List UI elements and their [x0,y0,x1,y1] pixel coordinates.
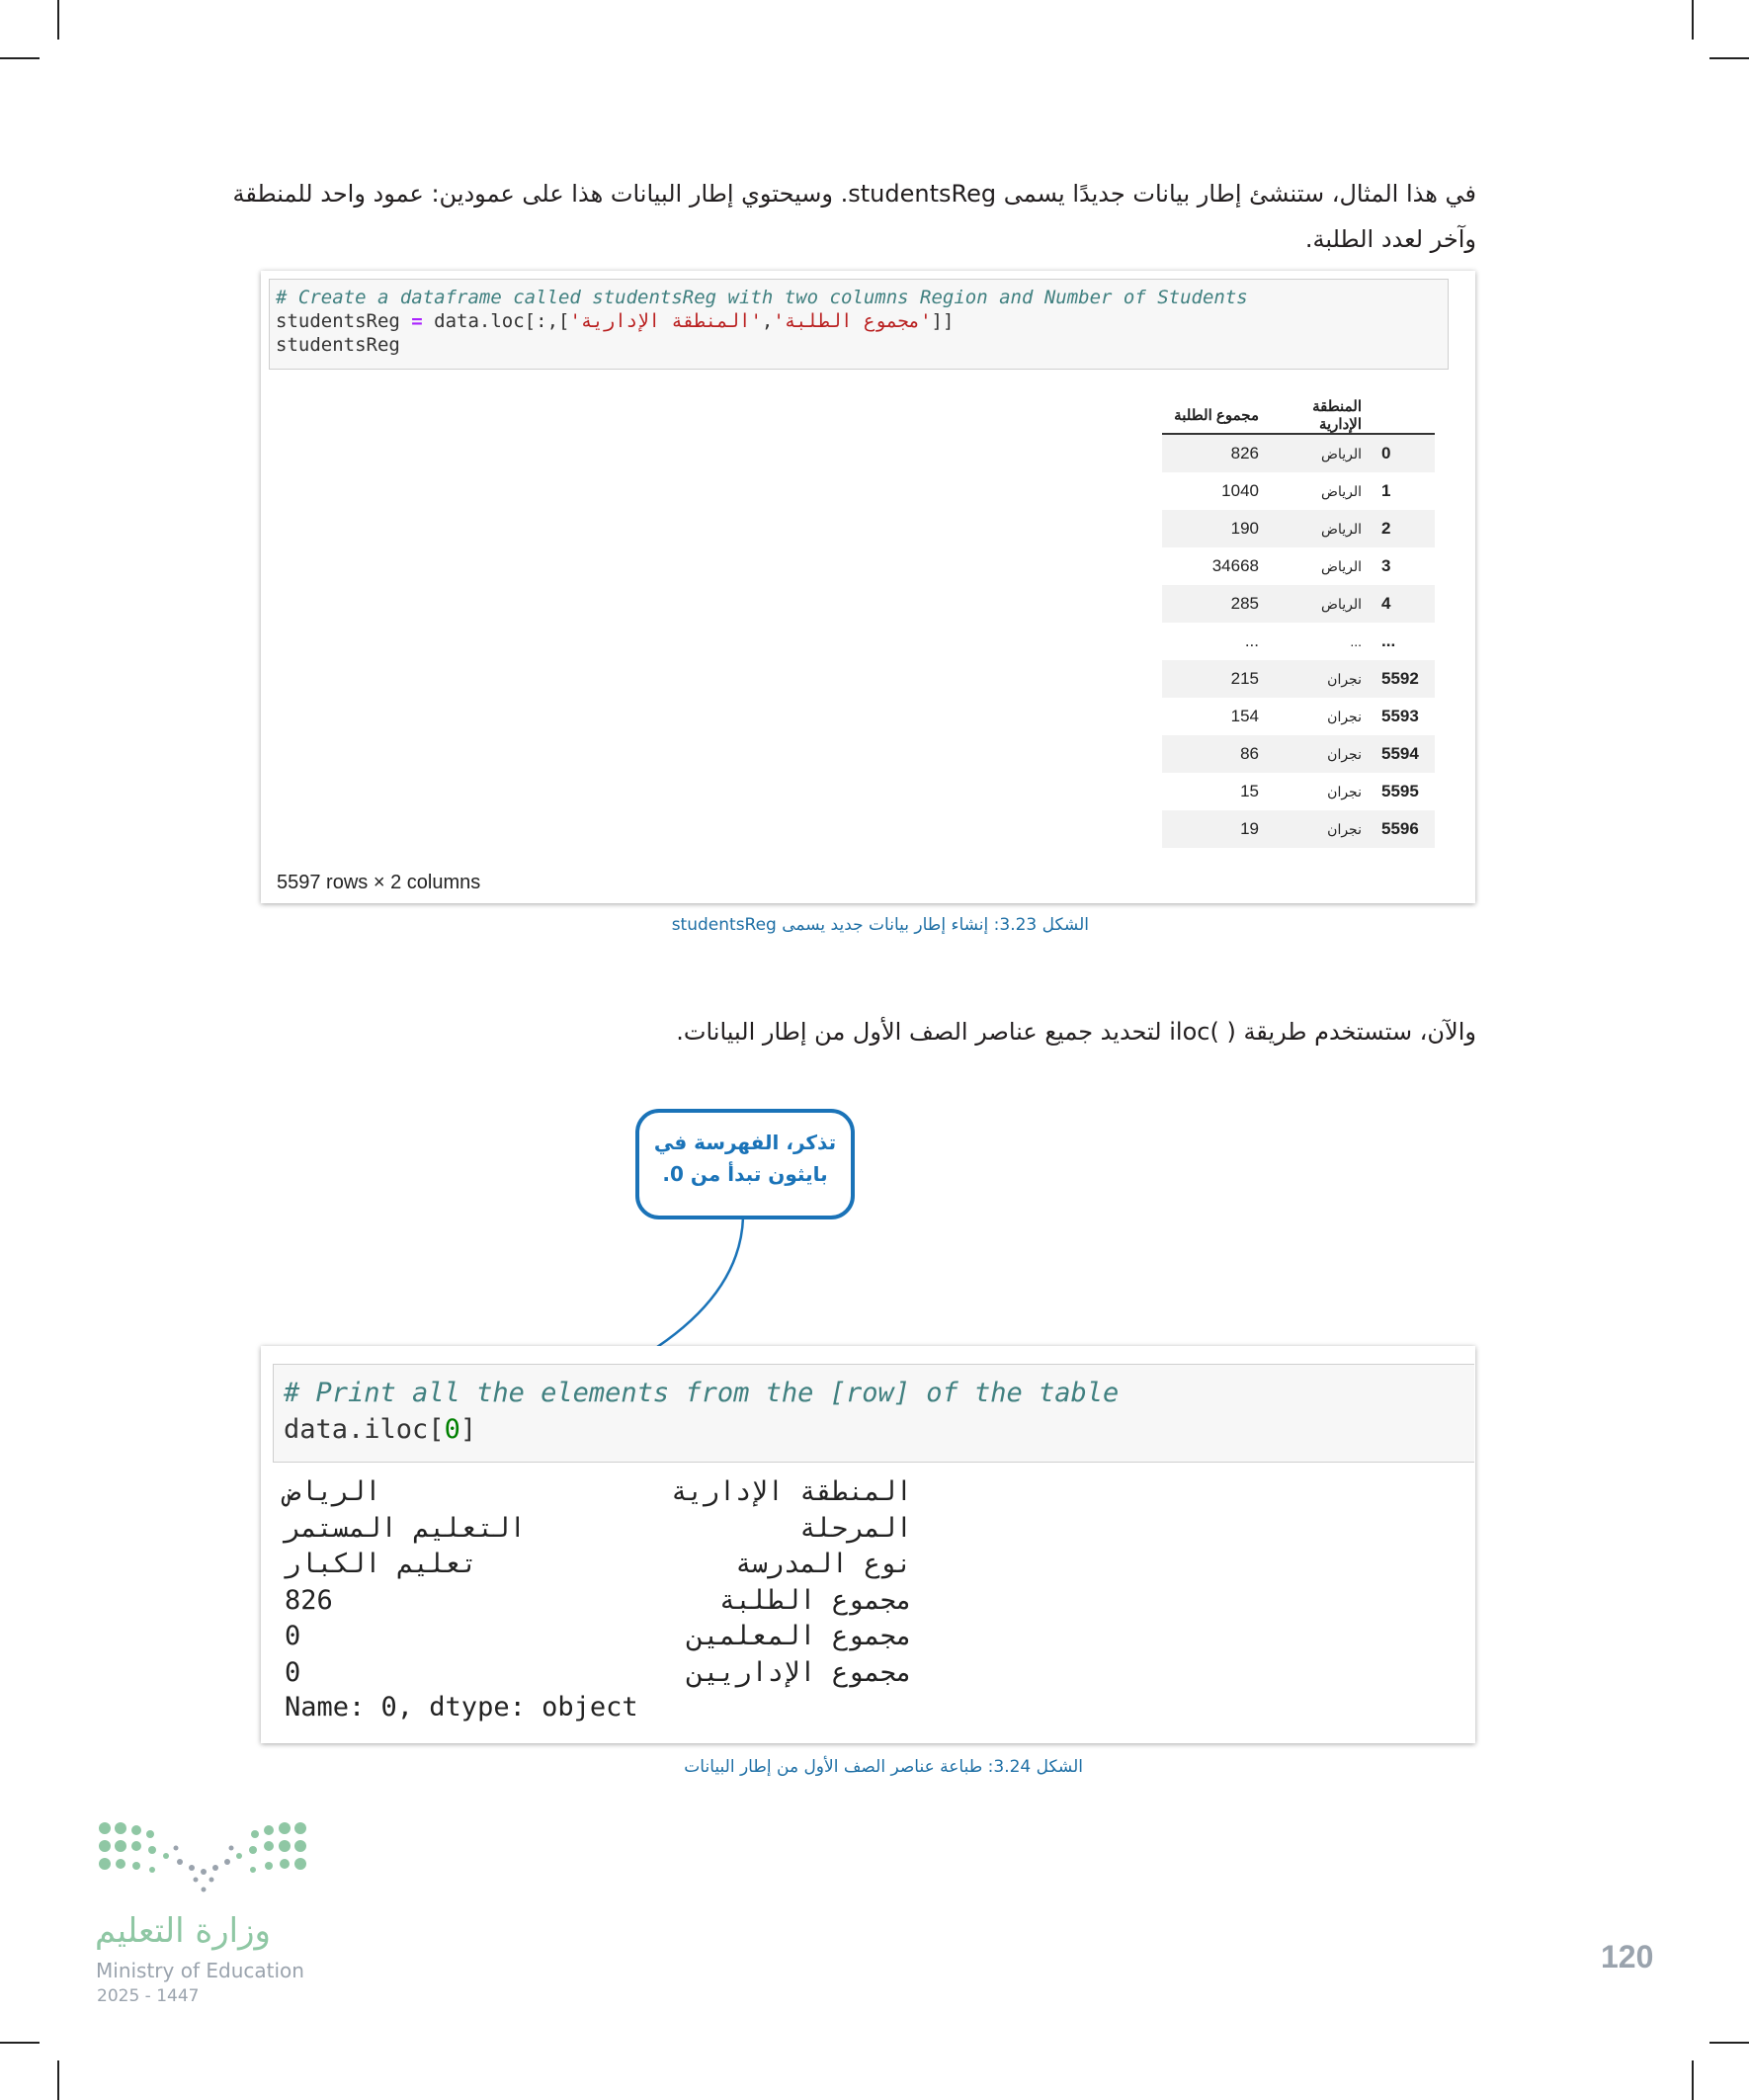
table-row [1162,623,1435,660]
series-value: 0 [285,1621,301,1651]
cell-index: 5596 [1381,819,1419,838]
table-row [1162,660,1435,698]
series-footer: Name: 0, dtype: object [285,1692,638,1722]
cell-index: 5592 [1381,669,1419,688]
ministry-name-english: Ministry of Education [96,1959,304,1982]
cell-region: ... [1350,633,1362,649]
code-string: 'مجموع الطلبة' [773,310,932,332]
cell-index: 0 [1381,444,1391,462]
code-text: ] [459,1414,477,1445]
crop-mark [57,2060,59,2100]
callout-box [635,1109,855,1219]
page-number: 120 [1601,1939,1654,1974]
intro-line-1: في هذا المثال، ستنشئ إطار بيانات جديدًا يسمى studentsReg. وسيحتوي إطار البيانات هذا على عمودين: عمود واحد للمنطقة [232,180,1476,208]
cell-region: الرياض [1321,557,1362,574]
cell-students: ... [1244,631,1259,650]
cell-students: 215 [1230,669,1259,688]
cell-region: نجران [1327,783,1362,799]
cell-students: 285 [1230,594,1259,613]
table-header-row [1162,397,1435,434]
table-row [1162,547,1435,585]
cell-region: الرياض [1321,595,1362,612]
code-text: studentsReg [276,310,412,332]
cell-region: نجران [1327,820,1362,837]
iloc-paragraph: والآن، ستستخدم طريقة ( )iloc لتحديد جميع عناصر الصف الأول من إطار البيانات. [676,1018,1476,1046]
cell-students: 154 [1230,707,1259,725]
series-value: 0 [285,1656,301,1688]
column-header-region: المنطقة الإدارية [1269,397,1372,434]
callout-line-1: تذكر، الفهرسة في [653,1131,837,1154]
code-text: , [761,310,774,332]
table-row [1162,810,1435,848]
series-label: المرحلة [799,1512,912,1544]
table-row [1162,585,1435,623]
cell-students: 826 [1230,444,1259,462]
code-comment: # Create a dataframe called studentsReg with two columns Region and Number of Students [276,287,1248,308]
column-header-students: مجموع الطلبة [1162,397,1269,434]
cell-region: نجران [1327,670,1362,687]
cell-index: 5594 [1381,744,1419,763]
series-label: مجموع المعلمين [687,1621,912,1651]
table-row [1162,698,1435,735]
table-row [1162,773,1435,810]
cell-students: 190 [1230,519,1259,538]
column-header-index [1372,397,1435,434]
series-value: 826 [285,1584,333,1616]
cell-students: 86 [1240,744,1259,763]
series-value: التعليم المستمر [285,1512,526,1544]
cell-region: الرياض [1321,445,1362,462]
figure-caption: الشكل 3.23: إنشاء إطار بيانات جديد يسمى studentsReg [671,915,1089,935]
cell-index: 4 [1381,594,1391,613]
code-text: studentsReg [276,334,400,356]
code-comment: # Print all the elements from the [row] of the table [284,1378,1120,1408]
figure-caption: الشكل 3.24: طباعة عناصر الصف الأول من إطار البيانات [684,1757,1083,1777]
cell-region: الرياض [1321,482,1362,499]
cell-region: نجران [1327,708,1362,724]
table-row [1162,510,1435,547]
cell-students: 15 [1240,782,1259,800]
cell-index: 1 [1381,481,1391,500]
table-row [1162,434,1435,472]
series-label: مجموع الإداريين [687,1656,912,1688]
ministry-name-arabic: وزارة التعليم [95,1911,271,1951]
crop-mark [1692,0,1694,40]
cell-index: 5593 [1381,707,1419,725]
cell-index: 3 [1381,556,1391,575]
cell-students: 1040 [1221,481,1259,500]
cell-students: 34668 [1211,556,1259,575]
table-row [1162,472,1435,510]
crop-mark [0,57,40,59]
cell-index: 5595 [1381,782,1419,800]
series-label: المنطقة الإدارية [671,1476,912,1507]
cell-region: الرياض [1321,520,1362,537]
cell-index: 2 [1381,519,1391,538]
crop-mark [1709,57,1749,59]
crop-mark [0,2042,40,2044]
cell-region: نجران [1327,745,1362,762]
code-text: data.loc[:,[ [422,310,570,332]
intro-line-2: وآخر لعدد الطلبة. [1304,225,1476,253]
ministry-year: 2025 - 1447 [97,1986,200,2006]
cell-index: ... [1381,631,1396,650]
series-label: نوع المدرسة [735,1549,912,1579]
dataframe-table [1162,397,1435,848]
crop-mark [1692,2060,1694,2100]
table-row [1162,735,1435,773]
code-text: ]] [931,310,955,332]
crop-mark [1709,2042,1749,2044]
series-label: مجموع الطلبة [718,1584,912,1616]
code-number: 0 [444,1414,460,1445]
code-operator: = [411,310,423,332]
crop-mark [57,0,59,40]
code-string: 'المنطقة الإدارية' [569,310,762,332]
callout-line-2: بايثون تبدأ من 0. [662,1162,828,1186]
ministry-logo-dots [97,1820,310,1897]
cell-students: 19 [1240,819,1259,838]
code-text: data.iloc[ [284,1414,445,1445]
figure-3-23 [261,271,1475,903]
dataframe-shape: 5597 rows × 2 columns [277,872,481,893]
series-value: تعليم الكبار [285,1549,478,1579]
code-cell-input[interactable] [273,1364,1474,1463]
series-value: الرياض [285,1476,381,1507]
code-cell-input[interactable] [269,279,1449,370]
figure-3-24 [261,1346,1475,1743]
